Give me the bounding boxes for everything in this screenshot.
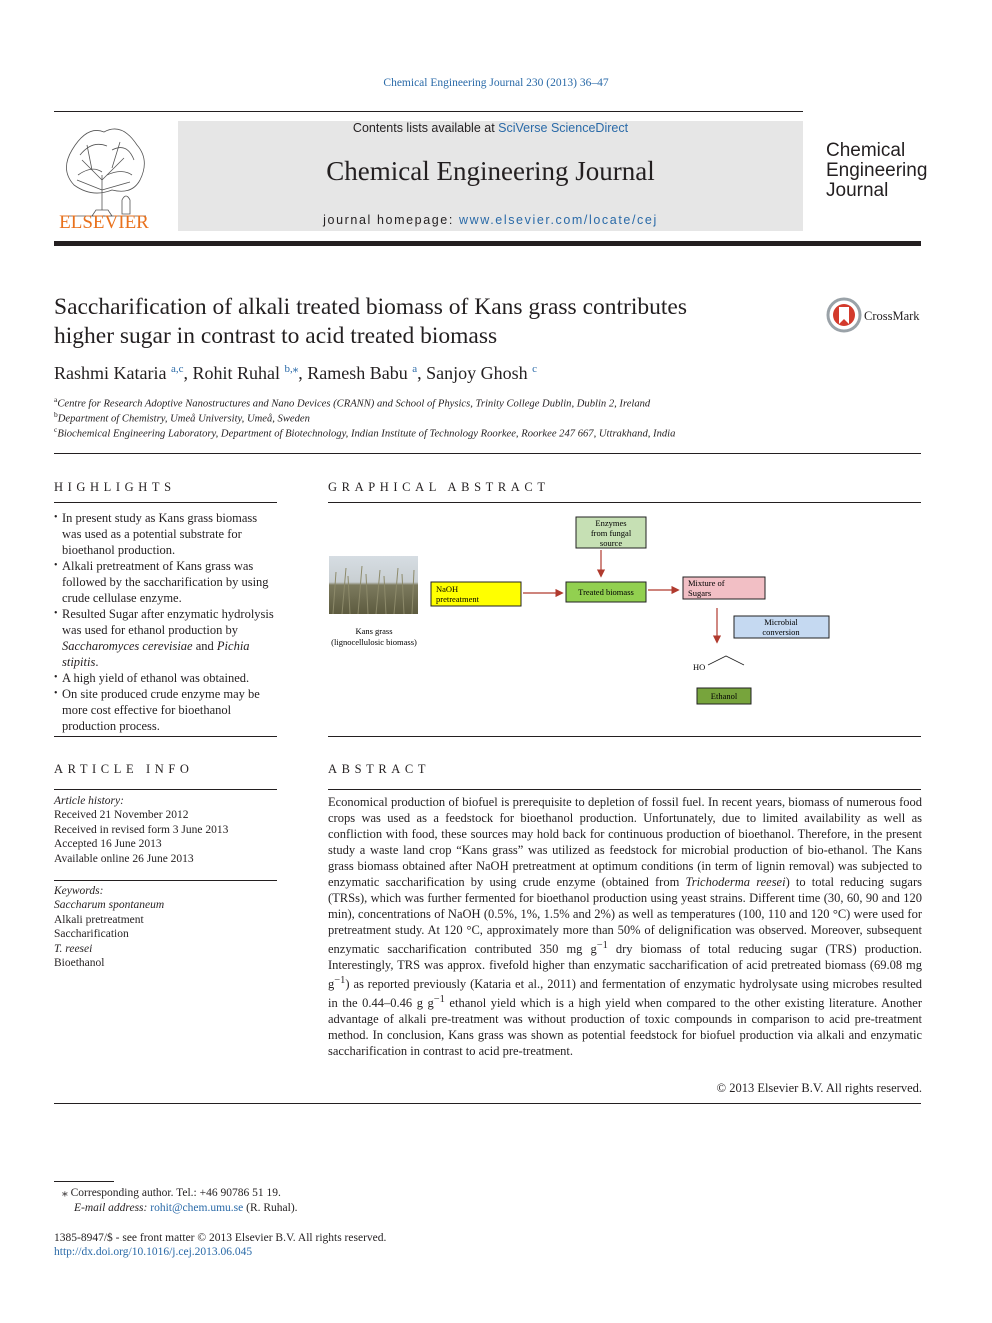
affiliation: $^c$Biochemical Engineering Laboratory, Department of Biotechnology, Indian Institute of Technology Roorkee, Roorkee 247 667, Uttrakhand, India [54, 425, 676, 440]
email-link[interactable]: rohit@chem.umu.se [150, 1202, 244, 1214]
svg-text:Microbial: Microbial [764, 617, 798, 627]
keyword: Saccharification [54, 928, 129, 941]
section-rule [54, 789, 277, 790]
svg-text:Mixture of: Mixture of [688, 578, 725, 588]
author[interactable]: Sanjoy Ghosh $^c$ [426, 363, 538, 383]
journal-name: Chemical Engineering Journal [326, 156, 655, 186]
svg-text:Sugars: Sugars [688, 588, 712, 598]
highlights-list [54, 510, 278, 734]
section-rule [328, 789, 921, 790]
sciencedirect-link[interactable]: SciVerse ScienceDirect [498, 121, 629, 135]
section-rule [328, 502, 921, 503]
section-rule [54, 502, 277, 503]
abstract-copyright: © 2013 Elsevier B.V. All rights reserved. [716, 1081, 922, 1095]
header-rule [54, 111, 803, 112]
keyword: Saccharum spontaneum [54, 899, 165, 912]
keywords: Keywords: Saccharum spontaneum Alkali pretreatment Saccharification T. reesei Bioethanol [54, 884, 278, 970]
abstract-body: Economical production of biofuel is prerequisite to depletion of fossil fuel. In recent years, biomass of numerous food crops was used as a feedstock for bioethanol production. Unfortunately, due to limited availability as well as confliction with food, these sources may hold back for continuous production of bioethanol. Therefore, in the present study a waste land crop “Kans grass” was utilized as feedstock for microbial production of bio-ethanol. The Kans grass biomass obtained after NaOH pretreatment at optimum conditions (in term of lignin removal) was subjected to enzymatic saccharification by using crude enzyme (obtained from Trichoderma reesei) to total reducing sugars (TRSs), which was further fermented for bioethanol production using yeast strains. Different time (30, 60, 90 and 120 min), concentrations of NaOH (0.5%, 1%, 1.5% and 2%) as well as temperatures (100, 110 and 120 °C) were used for pretreatment study. At 120 °C, approximately more than 50% of delignification was observed. Moreover, subsequent enzymatic saccharification contributed 350 mg $g^{-1}$ dry biomass of total reducing sugar (TRS) production. Interestingly, TRS was approx. fivefold higher than enzymatic saccharification of acid pretreated biomass (69.08 mg $g^{-1}$) as reported previously (Kataria et al., 2011) and fermentation of enzymatic hydrolysate using microbes resulted in the 0.44–0.46 g $g^{-1}$ ethanol yield which is a high yield when compared to the other existing literature. Another advantage of alkali pre-treatment was without production of toxic compounds in comparison to acid pre-treatment method. In conclusion, Kans grass was shown as potential feedstock for biofuel production via alkali and enzymatic saccharification in contrast to acid pre-treatment. [328, 795, 922, 1059]
corresponding-author-note: ⁎ Corresponding author. Tel.: +46 90786 51 19. [62, 1187, 281, 1199]
contents-line: Contents lists available at SciVerse ScienceDirect [352, 121, 629, 135]
keyword: Alkali pretreatment [54, 913, 144, 926]
section-rule [54, 736, 277, 737]
article-info-heading: ARTICLE INFO [54, 762, 194, 776]
elsevier-logo[interactable] [52, 120, 156, 232]
crossmark-icon [826, 297, 862, 333]
ethanol-structure [693, 656, 744, 672]
bottom-rule [54, 1103, 921, 1104]
homepage-link[interactable]: www.elsevier.com/locate/cej [459, 213, 658, 227]
svg-text:Ethanol: Ethanol [710, 691, 738, 701]
email-note: E-mail address: rohit@chem.umu.se (R. Ruhal). [74, 1202, 298, 1214]
author-list: Rashmi Kataria $^{a,c}$, Rohit Ruhal $^{b,⁎}$, Ramesh Babu $^a$, Sanjoy Ghosh $^c$ [54, 363, 538, 383]
journal-cover-title: Chemical Engineering Journal [826, 140, 928, 201]
article-title: Saccharification of alkali treated biomass of Kans grass contributes higher sugar in contrast to acid treated biomass [54, 294, 687, 349]
elsevier-tree-icon [52, 120, 156, 232]
section-rule [54, 880, 277, 881]
svg-text:HO: HO [693, 662, 706, 672]
crossmark-label[interactable]: CrossMark [864, 309, 920, 323]
masthead-thick-rule [54, 241, 921, 246]
svg-text:Treated biomass: Treated biomass [578, 587, 634, 597]
journal-citation[interactable]: Chemical Engineering Journal 230 (2013) 36–47 [383, 77, 609, 89]
photo-caption: (lignocellulosic biomass) [331, 637, 417, 647]
svg-text:source: source [599, 538, 623, 548]
affiliation: $^a$Centre for Research Adoptive Nanostructures and Nano Devices (CRANN) and School of Physics, Trinity College Dublin, Dublin 2, Ireland [54, 395, 651, 410]
abstract-heading: ABSTRACT [328, 762, 431, 776]
issn-line: 1385-8947/$ - see front matter © 2013 Elsevier B.V. All rights reserved. [54, 1232, 387, 1244]
graphical-abstract-heading: GRAPHICAL ABSTRACT [328, 480, 550, 494]
svg-text:NaOH: NaOH [436, 584, 459, 594]
list-item: • Alkali pretreatment of Kans grass was followed by the saccharification by using crude cellulase enzyme. [54, 558, 278, 606]
list-item: • In present study as Kans grass biomass was used as a potential substrate for bioethanol production. [54, 510, 278, 558]
article-history: Article history: Received 21 November 2012 Received in revised form 3 June 2013 Accepted 16 June 2013 Available online 26 June 2013 [54, 795, 229, 865]
elsevier-wordmark: ELSEVIER [59, 212, 149, 233]
highlights-heading: HIGHLIGHTS [54, 480, 176, 494]
photo-caption: Kans grass [355, 626, 393, 636]
affiliation-rule [54, 453, 921, 454]
author[interactable]: Rohit Ruhal $^{b,⁎}$ [192, 363, 299, 383]
svg-text:Enzymes: Enzymes [595, 518, 627, 528]
svg-text:conversion: conversion [762, 627, 800, 637]
list-item: • Resulted Sugar after enzymatic hydrolysis was used for ethanol production by Saccharomyces cerevisiae and Pichia stipitis. [54, 606, 278, 670]
keyword: Bioethanol [54, 957, 105, 970]
list-item: • A high yield of ethanol was obtained. [54, 670, 278, 686]
keyword: T. reesei [54, 942, 93, 955]
author[interactable]: Rashmi Kataria $^{a,c}$ [54, 363, 184, 383]
svg-text:pretreatment: pretreatment [436, 594, 479, 604]
svg-text:from fungal: from fungal [590, 528, 632, 538]
graphical-abstract-figure [328, 510, 800, 722]
footnote-rule [54, 1181, 114, 1182]
journal-homepage: journal homepage: www.elsevier.com/locate/cej [323, 213, 658, 227]
affiliation: $^b$Department of Chemistry, Umeå University, Umeå, Sweden [54, 410, 310, 425]
section-rule [328, 736, 921, 737]
doi-link[interactable]: http://dx.doi.org/10.1016/j.cej.2013.06.045 [54, 1246, 253, 1258]
author[interactable]: Ramesh Babu $^a$ [307, 363, 418, 383]
kans-grass-photo [329, 556, 418, 614]
list-item: • On site produced crude enzyme may be more cost effective for bioethanol production process. [54, 686, 278, 734]
